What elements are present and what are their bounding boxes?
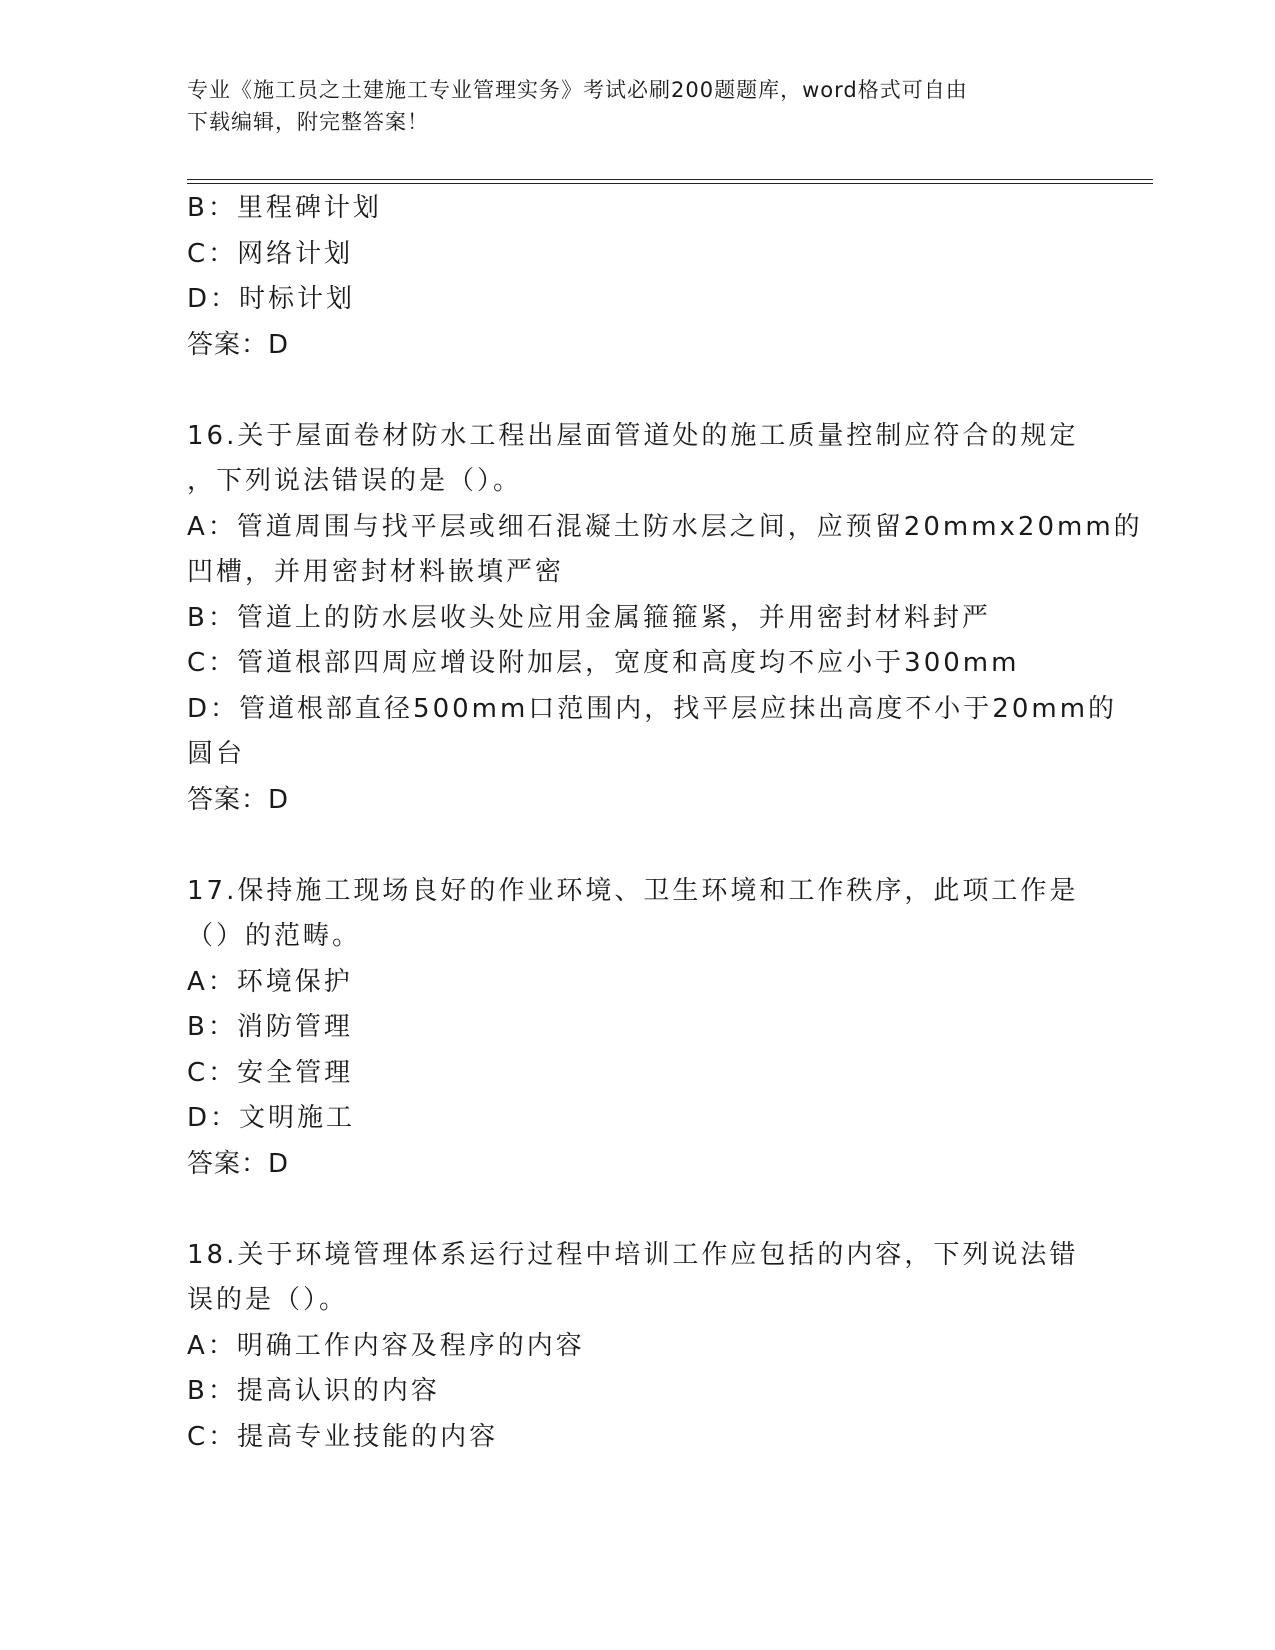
option-b: B：提高认识的内容 <box>187 1376 440 1406</box>
option-a: A：环境保护 <box>187 966 353 997</box>
option-c: C：管道根部四周应增设附加层，宽度和高度均不应小于300mm <box>187 648 1020 678</box>
question-stem-continued: ，下列说法错误的是（）。 <box>187 466 523 496</box>
document-body <box>187 186 1143 1460</box>
option-c: C：提高专业技能的内容 <box>187 1421 499 1452</box>
option-d: D：管道根部直径500mm口范围内，找平层应抹出高度不小于20mm的 <box>187 693 1118 724</box>
option-b: B：消防管理 <box>187 1012 353 1042</box>
header-divider <box>187 179 1153 184</box>
question-stem-continued: 误的是（）。 <box>187 1285 349 1315</box>
previous-question-tail <box>187 186 1087 368</box>
question-stem: 17.保持施工现场良好的作业环境、卫生环境和工作秩序，此项工作是 <box>187 875 1079 906</box>
answer: 答案：D <box>187 784 290 815</box>
question-17 <box>187 869 1087 1188</box>
question-stem-continued: （）的范畴。 <box>187 921 362 951</box>
option-c: C：安全管理 <box>187 1057 354 1088</box>
option-d: D：文明施工 <box>187 1103 356 1133</box>
spacer <box>187 368 1087 414</box>
question-18 <box>187 1233 1087 1461</box>
question-16 <box>187 414 1143 824</box>
header-line-2: 下载编辑，附完整答案！ <box>187 110 429 134</box>
option-c: C：网络计划 <box>187 238 354 269</box>
option-d: D：时标计划 <box>187 284 356 314</box>
answer: 答案：D <box>187 329 290 360</box>
question-stem: 18.关于环境管理体系运行过程中培训工作应包括的内容，下列说法错 <box>187 1239 1079 1270</box>
question-stem: 16.关于屋面卷材防水工程出屋面管道处的施工质量控制应符合的规定 <box>187 420 1079 451</box>
option-a-continued: 凹槽，并用密封材料嵌填严密 <box>187 557 565 587</box>
spacer <box>187 1187 1087 1233</box>
option-d-continued: 圆台 <box>187 739 246 769</box>
option-b: B：里程碑计划 <box>187 193 382 223</box>
option-b: B：管道上的防水层收头处应用金属箍箍紧，并用密封材料封严 <box>187 602 991 633</box>
option-a: A：管道周围与找平层或细石混凝土防水层之间，应预留20mmx20mm的 <box>187 511 1143 542</box>
header-line-1: 专业《施工员之土建施工专业管理实务》考试必刷200题题库，word格式可自由 <box>187 78 968 102</box>
option-a: A：明确工作内容及程序的内容 <box>187 1330 585 1361</box>
page-header <box>187 74 1067 138</box>
answer: 答案：D <box>187 1148 290 1179</box>
spacer <box>187 823 1087 869</box>
